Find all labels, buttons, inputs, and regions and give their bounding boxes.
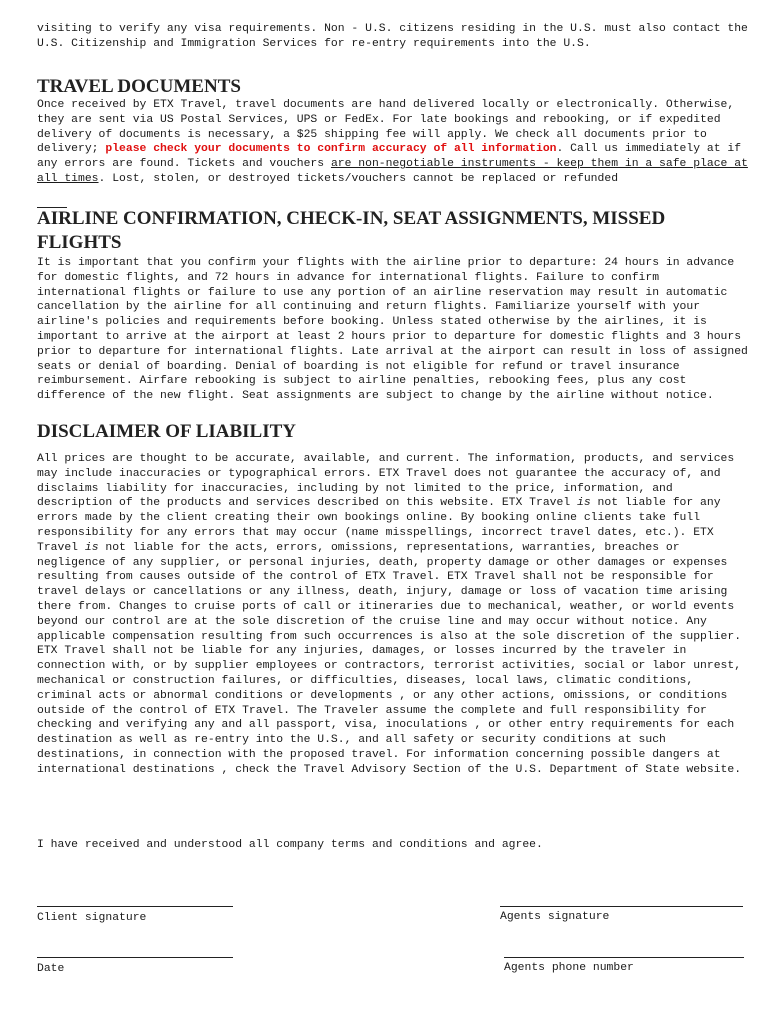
- disclaimer-paragraph: All prices are thought to be accurate, available, and current. The information, products, and services may include inaccuracies or typographical errors. ETX Travel does not guarantee the accuracy of, and disclaims liability for inaccuracies, including by not limited to the price, information, and description of the products and services described on this website. ETX Travel is not liable for any errors made by the client creating their own bookings online. By booking online clients take full responsibility for any errors that may occur (name misspellings, incorrect travel dates, etc.). ETX Travel is not liable for the acts, errors, omissions, representations, warranties, breaches or negligence of any supplier, or personal injuries, death, property damage or other damages or expenses resulting from causes outside of the control of ETX Travel. ETX Travel shall not be responsible for travel delays or cancellations or any illness, death, injury, damage or loss of vacation time arising there from. Changes to cruise ports of call or itineraries due to mechanical, weather, or world events beyond our control are at the sole discretion of the cruise line and may occur without notice. Any applicable compensation resulting from such occurrences is also at the sole discretion of the supplier. ETX Travel shall not be liable for any injuries, damages, or losses incurred by the traveler in connection with, or by supplier employees or contractors, terrorist activities, social or labor unrest, mechanical or construction failures, or difficulties, diseases, local laws, climatic conditions, criminal acts or abnormal conditions or developments , or any other actions, omissions, or conditions outside of the control of ETX Travel. The Traveler assume the complete and full responsibility for checking and verifying any and all passport, visa, inoculations , or other entry requirements for each destination as well as re-entry into the U.S., and all safety or security conditions at such destinations, in connection with the proposed travel. For information concerning possible dangers at international destinations , check the Travel Advisory Section of the U.S. Department of State website.: [37, 453, 742, 776]
- intro-paragraph: visiting to verify any visa requirements. Non - U.S. citizens residing in the U.S. must also contact the U.S. Citizenship and Immigration Services for re-entry requirements into the U.S.: [37, 23, 748, 50]
- acknowledgement-text: I have received and understood all company terms and conditions and agree.: [37, 839, 543, 851]
- non-negotiable-notice: are non-negotiable instruments - keep them in a safe place at all times: [37, 158, 748, 185]
- agents-phone-label: Agents phone number: [504, 962, 634, 974]
- client-signature-line[interactable]: [37, 906, 233, 907]
- date-label: Date: [37, 963, 65, 975]
- travel-documents-paragraph: Once received by ETX Travel, travel documents are hand delivered locally or electronically. Otherwise, they are sent via US Postal Services, UPS or FedEx. For late bookings and rebooking, or if expedited delivery of documents is necessary, a $25 shipping fee will apply. We check all documents prior to delivery; please check your documents to confirm accuracy of all information. Call us immediately at if any errors are found. Tickets and vouchers are non-negotiable instruments - keep them in a safe place at all times. Lost, stolen, or destroyed tickets/vouchers cannot be replaced or refunded: [37, 99, 748, 185]
- airline-heading: AIRLINE CONFIRMATION, CHECK-IN, SEAT ASSIGNMENTS, MISSED FLIGHTS: [37, 208, 666, 253]
- confirm-accuracy-notice: please check your documents to confirm accuracy of all information: [105, 143, 557, 156]
- client-signature-label: Client signature: [37, 912, 147, 924]
- travel-documents-heading: TRAVEL DOCUMENTS: [37, 76, 241, 97]
- agents-signature-line[interactable]: [500, 906, 743, 907]
- agents-signature-label: Agents signature: [500, 911, 610, 923]
- airline-paragraph: It is important that you confirm your flights with the airline prior to departure: 24 hours in advance for domestic flights, and 72 hours in advance for international flights. Failure to confirm international flights or failure to use any portion of an airline reservation may result in automatic cancellation by the airline for all continuing and return flights. Familiarize yourself with your airline's policies and requirements before booking. Unless stated otherwise by the airlines, it is important to arrive at the airport at least 2 hours prior to departure for domestic flights and 3 hours prior to departure for international flights. Late arrival at the airport can result in loss of assigned seats or denial of boarding. Denial of boarding is not eligible for refund or travel insurance reimbursement. Airfare rebooking is subject to airline penalties, rebooking fees, plus any cost difference of the new flight. Seat assignments are subject to change by the airline without notice.: [37, 257, 748, 403]
- date-line[interactable]: [37, 957, 233, 958]
- disclaimer-heading: DISCLAIMER OF LIABILITY: [37, 421, 297, 442]
- agents-phone-line[interactable]: [504, 957, 744, 958]
